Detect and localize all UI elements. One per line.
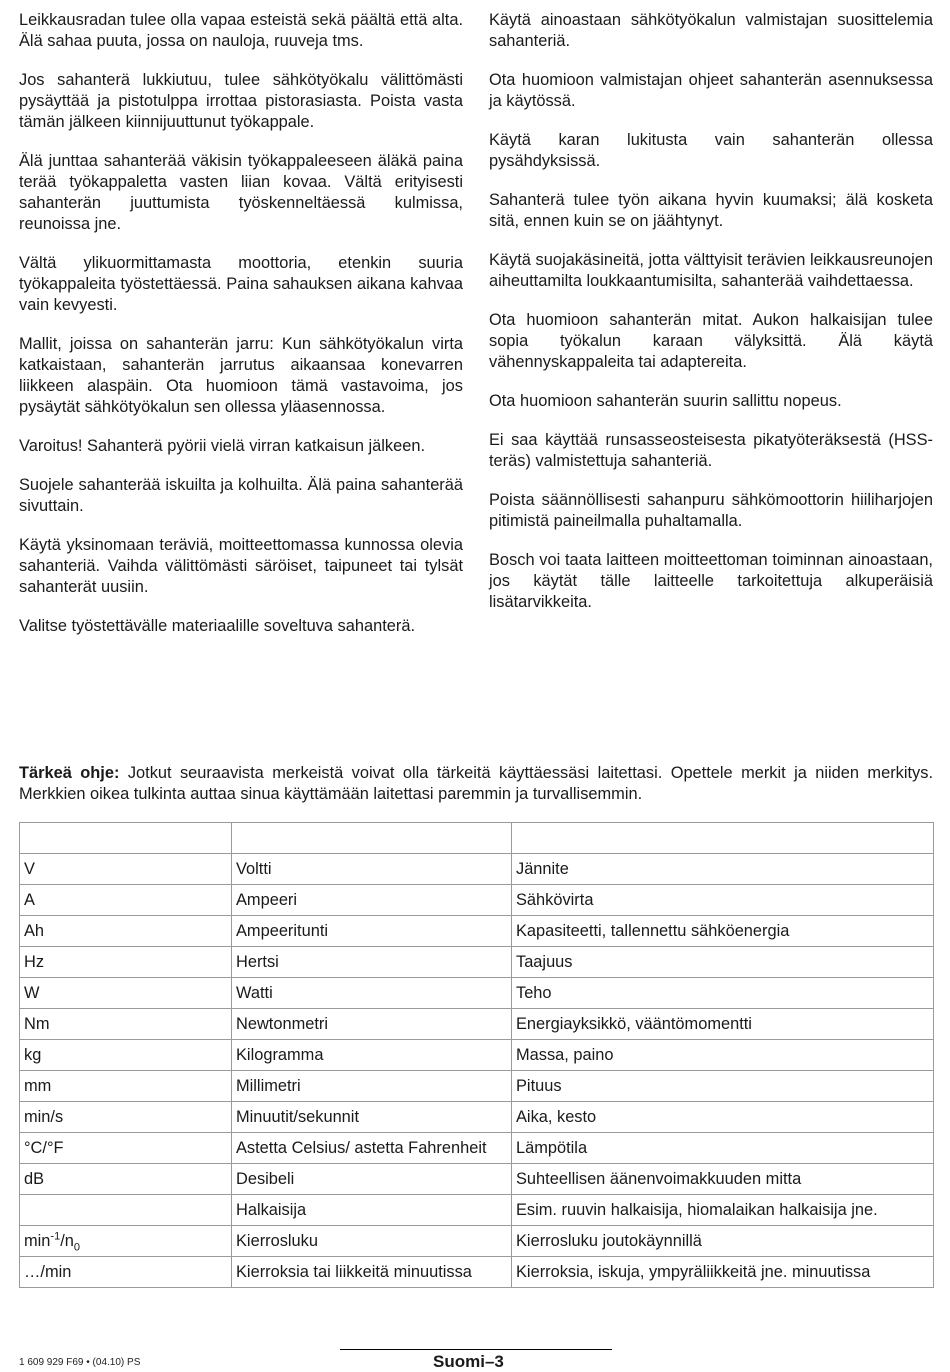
name-cell: Kierroksia tai liikkeitä minuutissa	[232, 1257, 512, 1288]
paragraph: Käytä yksinomaan teräviä, moitteettomassa kunnossa olevia sahanteriä. Vaihda välittömästi säröiset, taipuneet tai tylsät sahanterät uusiin.	[19, 536, 463, 596]
table-row	[20, 1102, 934, 1133]
symbol-cell: Ah	[20, 916, 232, 947]
name-cell: Voltti	[232, 854, 512, 885]
symbols-table	[19, 822, 934, 1288]
symbol-cell: °C/°F	[20, 1133, 232, 1164]
name-cell: Kilogramma	[232, 1040, 512, 1071]
header-cell	[512, 823, 934, 854]
name-cell: Kierrosluku	[232, 1226, 512, 1257]
paragraph: Ota huomioon valmistajan ohjeet sahanterän asennuksessa ja käytössä.	[489, 71, 933, 110]
name-cell: Millimetri	[232, 1071, 512, 1102]
table-row	[20, 854, 934, 885]
table-row	[20, 916, 934, 947]
name-cell: Ampeeritunti	[232, 916, 512, 947]
meaning-cell: Massa, paino	[512, 1040, 934, 1071]
name-cell: Watti	[232, 978, 512, 1009]
paragraph: Leikkausradan tulee olla vapaa esteistä sekä päältä että alta. Älä sahaa puuta, jossa on nauloja, ruuveja tms.	[19, 11, 463, 50]
header-cell	[232, 823, 512, 854]
symbol-cell: min/s	[20, 1102, 232, 1133]
table-row	[20, 1257, 934, 1288]
symbol-cell: A	[20, 885, 232, 916]
paragraph: Poista säännöllisesti sahanpuru sähkömoottorin hiiliharjojen pitimistä paineilmalla puhaltamalla.	[489, 491, 933, 530]
page-label: Suomi–3	[433, 1352, 504, 1371]
symbol-cell: W	[20, 978, 232, 1009]
meaning-cell: Sähkövirta	[512, 885, 934, 916]
symbol-cell: V	[20, 854, 232, 885]
paragraph: Käytä karan lukitusta vain sahanterän ollessa pysähdyksissä.	[489, 131, 933, 170]
symbol-cell: kg	[20, 1040, 232, 1071]
table-row	[20, 1040, 934, 1071]
paragraph: Suojele sahanterää iskuilta ja kolhuilta. Älä paina sahanterää sivuttain.	[19, 476, 463, 515]
meaning-cell: Energiayksikkö, vääntömomentti	[512, 1009, 934, 1040]
name-cell: Ampeeri	[232, 885, 512, 916]
symbol-cell: …/min	[20, 1257, 232, 1288]
important-notice	[19, 763, 933, 805]
header-cell	[20, 823, 232, 854]
paragraph: Varoitus! Sahanterä pyörii vielä virran katkaisun jälkeen.	[19, 437, 426, 455]
table-row	[20, 1133, 934, 1164]
table-row	[20, 1195, 934, 1226]
notice-label: Tärkeä ohje:	[19, 764, 120, 782]
symbol-cell: dB	[20, 1164, 232, 1195]
paragraph: Jos sahanterä lukkiutuu, tulee sähkötyökalu välittömästi pysäyttää ja pistotulppa irrottaa pistorasiasta. Poista vasta tämän jälkeen kiinnijuuttunut työkappale.	[19, 71, 463, 131]
paragraph: Bosch voi taata laitteen moitteettoman toiminnan ainoastaan, jos käytät tälle laitteelle tarkoitettuja alkuperäisiä lisätarvikkeita.	[489, 551, 933, 611]
table-row	[20, 1164, 934, 1195]
meaning-cell: Jännite	[512, 854, 934, 885]
paragraph: Sahanterä tulee työn aikana hyvin kuumaksi; älä kosketa sitä, ennen kuin se on jäähtynyt.	[489, 191, 933, 230]
paragraph: Käytä suojakäsineitä, jotta välttyisit terävien leikkausreunojen aiheuttamilta loukkaantumisilta, sahanterää vaihdettaessa.	[489, 251, 933, 290]
paragraph: Mallit, joissa on sahanterän jarru: Kun sähkötyökalun virta katkaistaan, sahanterän jarrutus aikaansaa konevarren liikkeen alaspäin. Ota huomioon tämä vastavoima, jos pysäytät sähkötyökalun sen ollessa yläasennossa.	[19, 335, 463, 416]
symbol-cell: Hz	[20, 947, 232, 978]
paragraph: Vältä ylikuormittamasta moottoria, etenkin suuria työkappaleita työstettäessä. Paina sahauksen aikana kahvaa vain kevyesti.	[19, 254, 463, 314]
table-row	[20, 1226, 934, 1257]
meaning-cell: Teho	[512, 978, 934, 1009]
footer-divider	[340, 1349, 612, 1350]
meaning-cell: Kapasiteetti, tallennettu sähköenergia	[512, 916, 934, 947]
notice-text: Jotkut seuraavista merkeistä voivat olla tärkeitä käyttäessäsi laitettasi. Opettele merkit ja niiden merkitys. Merkkien oikea tulkinta auttaa sinua käyttämään laitettasi paremmin ja turvallisemmin.	[19, 764, 933, 803]
name-cell: Halkaisija	[232, 1195, 512, 1226]
table-row	[20, 978, 934, 1009]
table-row	[20, 947, 934, 978]
paragraph: Valitse työstettävälle materiaalille soveltuva sahanterä.	[19, 617, 416, 635]
name-cell: Hertsi	[232, 947, 512, 978]
meaning-cell: Pituus	[512, 1071, 934, 1102]
name-cell: Minuutit/sekunnit	[232, 1102, 512, 1133]
meaning-cell: Kierrosluku joutokäynnillä	[512, 1226, 934, 1257]
table-row	[20, 1071, 934, 1102]
right-text-column	[489, 10, 933, 631]
paragraph: Älä junttaa sahanterää väkisin työkappaleeseen äläkä paina terää työkappaletta vasten liian kovaa. Vältä erityisesti sahanterän juuttumista työskenneltäessä kulmissa, reunoissa jne.	[19, 152, 463, 233]
name-cell: Astetta Celsius/ astetta Fahrenheit	[232, 1133, 512, 1164]
meaning-cell: Lämpötila	[512, 1133, 934, 1164]
symbol-cell: mm	[20, 1071, 232, 1102]
meaning-cell: Taajuus	[512, 947, 934, 978]
name-cell: Desibeli	[232, 1164, 512, 1195]
table-row	[20, 1009, 934, 1040]
symbol-cell	[20, 1195, 232, 1226]
symbol-cell: $\min^{-1}/n_0$	[20, 1226, 232, 1257]
paragraph: Ei saa käyttää runsasseosteisesta pikatyöteräksestä (HSS-teräs) valmistettuja sahanteriä.	[489, 431, 933, 470]
table-header-row	[20, 823, 934, 854]
meaning-cell: Esim. ruuvin halkaisija, hiomalaikan halkaisija jne.	[512, 1195, 934, 1226]
paragraph: Käytä ainoastaan sähkötyökalun valmistajan suosittelemia sahanteriä.	[489, 11, 933, 50]
left-text-column	[19, 10, 463, 655]
meaning-cell: Suhteellisen äänenvoimakkuuden mitta	[512, 1164, 934, 1195]
meaning-cell: Kierroksia, iskuja, ympyräliikkeitä jne. minuutissa	[512, 1257, 934, 1288]
table-row	[20, 885, 934, 916]
document-code: 1 609 929 F69 • (04.10) PS	[19, 1357, 141, 1368]
paragraph: Ota huomioon sahanterän mitat. Aukon halkaisijan tulee sopia työkalun karaan välyksittä. Älä käytä vähennyskappaleita tai adaptereita.	[489, 311, 933, 371]
paragraph: Ota huomioon sahanterän suurin sallittu nopeus.	[489, 392, 842, 410]
symbol-cell: Nm	[20, 1009, 232, 1040]
name-cell: Newtonmetri	[232, 1009, 512, 1040]
meaning-cell: Aika, kesto	[512, 1102, 934, 1133]
